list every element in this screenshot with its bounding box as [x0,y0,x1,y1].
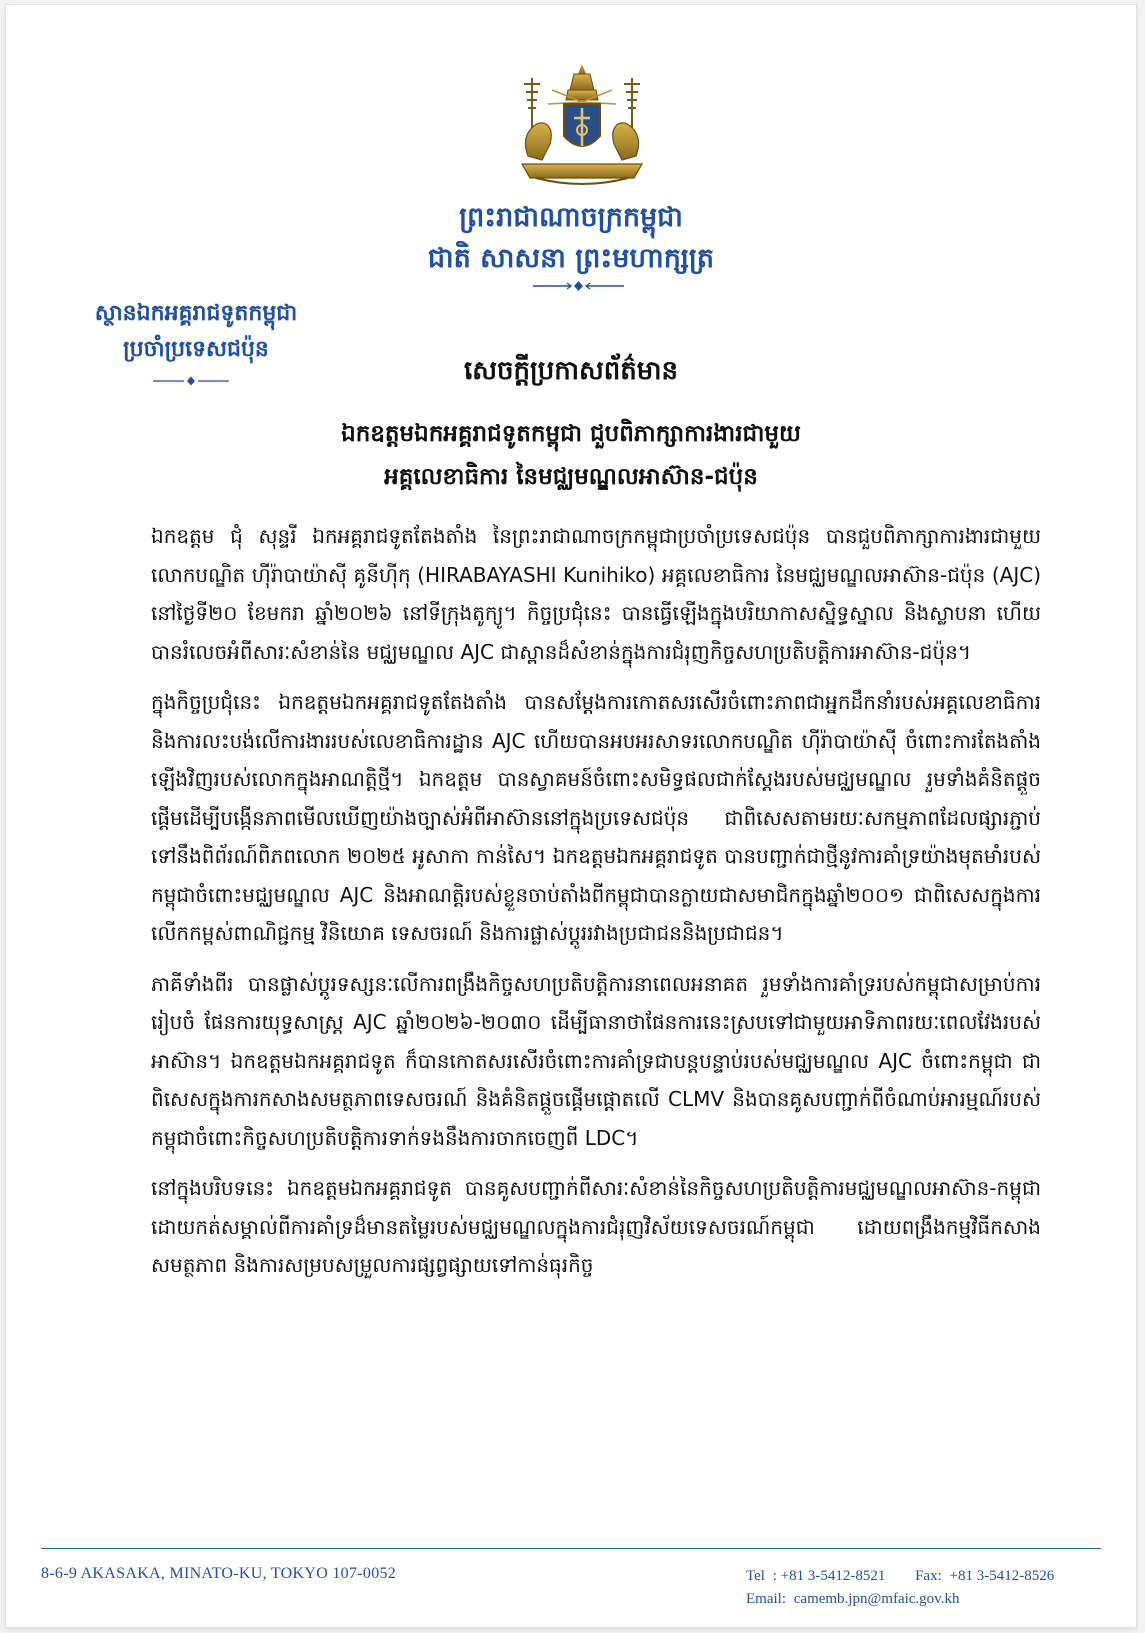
letter-page [6,5,1136,1627]
royal-coat-of-arms-emblem [502,60,662,190]
headline-line-1: ឯកឧត្តមឯកអគ្គរាជទូតកម្ពុជា ជួបពិភាក្សាការងារជាមួយ [341,421,801,447]
kingdom-name: ព្រះរាជាណាចក្រកម្ពុជា [459,202,683,233]
paragraph: ភាគីទាំងពីរ បានផ្លាស់ប្តូរទស្សនៈលើការពង្រឹងកិច្ចសហប្រតិបត្តិការនាពេលអនាគត រួមទាំងការគាំទ្ររបស់កម្ពុជាសម្រាប់ការរៀបចំ ផែនការយុទ្ធសាស្ត្រ AJC ឆ្នាំ២០២៦-២០៣០ ដើម្បីធានាថាផែនការនេះស្របទៅជាមួយអាទិភាពរយៈពេលវែងរបស់អាស៊ាន។ ឯកឧត្តមឯកអគ្គរាជទូត ក៏បានកោតសរសើរចំពោះការគាំទ្រជាបន្តបន្ទាប់របស់មជ្ឈមណ្ឌល AJC ចំពោះកម្ពុជា ជាពិសេសក្នុងការកសាងសមត្ថភាពទេសចរណ៍ និងគំនិតផ្តួចផ្តើមផ្តោតលើ CLMV និងបានគូសបញ្ជាក់ពីចំណាប់អារម្មណ៍របស់កម្ពុជាចំពោះកិច្ចសហប្រតិបត្តិការទាក់ទងនឹងការចាកចេញពី LDC។ [151,971,1041,1150]
embassy-name: ស្ថានឯកអគ្គរាជទូតកម្ពុជា [94,301,298,326]
paragraph: នៅក្នុងបរិបទនេះ ឯកឧត្តមឯកអគ្គរាជទូត បានគូសបញ្ជាក់ពីសារៈសំខាន់នៃកិច្ចសហប្រតិបត្តិការមជ្ឈមណ្ឌលអាស៊ាន-កម្ពុជា ដោយកត់សម្គាល់ពីការគាំទ្រដ៏មានតម្លៃរបស់មជ្ឈមណ្ឌលក្នុងការជំរុញវិស័យទេសចរណ៍កម្ពុជា ដោយពង្រឹងកម្មវិធីកសាងសមត្ថភាព និងការសម្របសម្រួលការផ្សព្វផ្សាយទៅកាន់ធុរកិច្ច [151,1176,1041,1277]
tel-value: : +81 3-5412-8521 [772,1568,886,1584]
kingdom-motto: ជាតិ សាសនា ព្រះមហាក្សត្រ [427,243,715,274]
email-value[interactable]: camemb.jpn@mfaic.gov.kh [793,1591,960,1607]
document-type-title: សេចក្តីប្រកាសព័ត៌មាន [463,356,679,386]
embassy-location: ប្រចាំប្រទេសជប៉ុន [123,337,269,362]
footer-address: 8-6-9 AKASAKA, MINATO-KU, TOKYO 107-0052 [41,1565,397,1582]
body-text [151,517,1041,1297]
footer-divider [41,1548,1101,1549]
email-label: Email: [746,1591,786,1607]
paragraph: ឯកឧត្តម ជុំ សុន្ទរី ឯកអគ្គរាជទូតតែងតាំង នៃព្រះរាជាណាចក្រកម្ពុជាប្រចាំប្រទេសជប៉ុន បានជួបពិភាក្សាការងារជាមួយ លោកបណ្ឌិត ហ៊ីរ៉ាបាយ៉ាស៊ី គូនីហ៊ីកុ (HIRABAYASHI Kunihiko) អគ្គលេខាធិការ នៃមជ្ឈមណ្ឌលអាស៊ាន-ជប៉ុន (AJC) នៅថ្ងៃទី២០ ខែមករា ឆ្នាំ២០២៦ នៅទីក្រុងតូក្យូ។ កិច្ចប្រជុំនេះ បានធ្វើឡើងក្នុងបរិយាកាសស្និទ្ធស្នាល និងស្លាបនា ហើយបានរំលេចអំពីសារៈសំខាន់នៃ មជ្ឈមណ្ឌល AJC ជាស្ពានដ៏សំខាន់ក្នុងការជំរុញកិច្ចសហប្រតិបត្តិការអាស៊ាន-ជប៉ុន។ [151,524,1041,664]
footer-contact [746,1565,1058,1611]
ornament-divider-icon [531,280,626,292]
headline-line-2: អគ្គលេខាធិការ នៃមជ្ឈមណ្ឌលអាស៊ាន-ជប៉ុន [384,464,758,490]
paragraph: ក្នុងកិច្ចប្រជុំនេះ ឯកឧត្តមឯកអគ្គរាជទូតតែងតាំង បានសម្តែងការកោតសរសើរចំពោះភាពជាអ្នកដឹកនាំរបស់អគ្គលេខាធិការ និងការលះបង់លើការងាររបស់លេខាធិការដ្ឋាន AJC ហើយបានអបអរសាទរលោកបណ្ឌិត ហ៊ីរ៉ាបាយ៉ាស៊ី ចំពោះការតែងតាំងឡើងវិញរបស់លោកក្នុងអាណត្តិថ្មី។ ឯកឧត្តម បានស្វាគមន៍ចំពោះសមិទ្ធផលជាក់ស្តែងរបស់មជ្ឈមណ្ឌល រួមទាំងគំនិតផ្តួចផ្តើមដើម្បីបង្កើនភាពមើលឃើញយ៉ាងច្បាស់អំពីអាស៊ាននៅក្នុងប្រទេសជប៉ុន ជាពិសេសតាមរយៈសកម្មភាពដែលផ្សារភ្ជាប់ទៅនឹងពិព័រណ៍ពិភពលោក ២០២៥ អូសាកា កាន់សៃ។ ឯកឧត្តមឯកអគ្គរាជទូត បានបញ្ជាក់ជាថ្មីនូវការគាំទ្រយ៉ាងមុតមាំរបស់កម្ពុជាចំពោះមជ្ឈមណ្ឌល AJC និងអាណត្តិរបស់ខ្លួនចាប់តាំងពីកម្ពុជាបានក្លាយជាសមាជិកក្នុងឆ្នាំ២០០១ ជាពិសេសក្នុងការលើកកម្ពស់ពាណិជ្ជកម្ម វិនិយោគ ទេសចរណ៍ និងការផ្លាស់ប្តូររវាងប្រជាជននិងប្រជាជន។ [151,690,1041,945]
fax-value: +81 3-5412-8526 [949,1568,1055,1584]
fax-label: Fax: [915,1568,942,1584]
tel-label: Tel [746,1568,765,1584]
